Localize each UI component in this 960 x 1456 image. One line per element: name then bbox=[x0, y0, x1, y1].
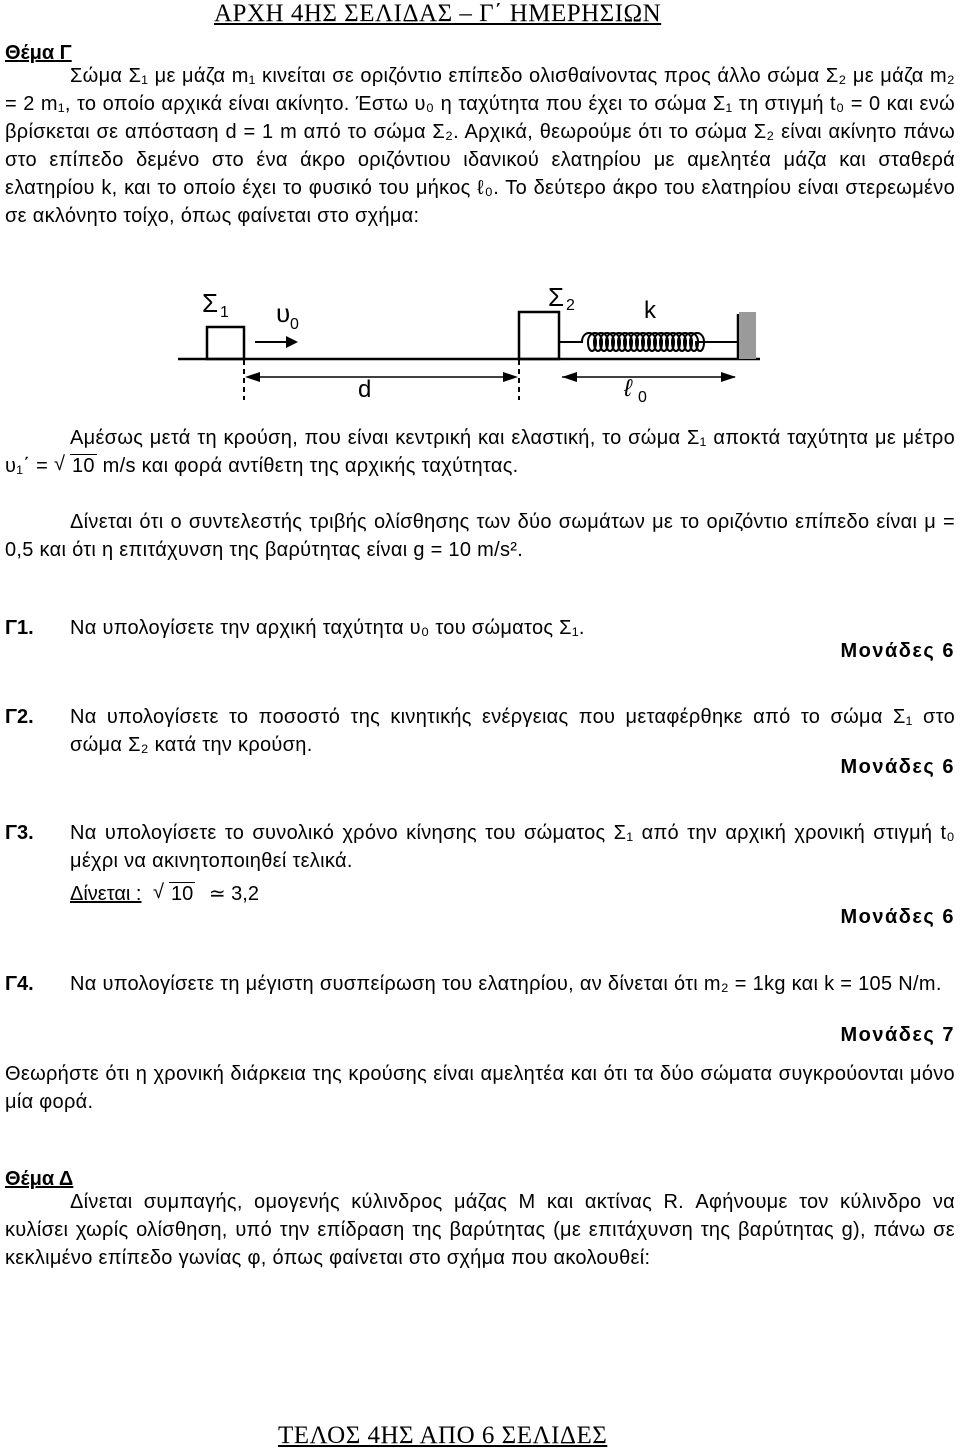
l0-arrow-right-head bbox=[721, 372, 736, 382]
block-sigma1 bbox=[207, 327, 244, 359]
question-g2-points: Μονάδες 6 bbox=[840, 756, 955, 778]
given-text: Δίνεται ότι ο συντελεστής τριβής ολίσθησης των δύο σωμάτων με το οριζόντιο επίπεδο είναι μ = 0,5 και ότι η επιτάχυνση της βαρύτητας είναι g = 10 m/s². bbox=[5, 511, 955, 561]
sigma2-sub: 2 bbox=[566, 297, 575, 314]
question-g2-number: Γ2. bbox=[5, 706, 34, 728]
g3-given-approx: ≃ 3,2 bbox=[208, 883, 259, 905]
velocity-arrow-head bbox=[286, 336, 298, 348]
question-g1-number: Γ1. bbox=[5, 617, 34, 639]
l0-label: ℓ bbox=[624, 375, 632, 402]
sigma1-sub: 1 bbox=[220, 304, 229, 321]
after-collision-text-2: m/s και φορά αντίθετη της αρχικής ταχύτητας. bbox=[102, 455, 519, 477]
page-footer: ΤΕΛΟΣ 4ΗΣ ΑΠΟ 6 ΣΕΛΙΔΕΣ bbox=[278, 1422, 608, 1449]
question-g4-points: Μονάδες 7 bbox=[840, 1024, 955, 1046]
l0-sub: 0 bbox=[638, 389, 647, 406]
u0-label: υ bbox=[276, 298, 291, 328]
question-g4-number: Γ4. bbox=[5, 973, 34, 995]
closing-paragraph: Θεωρήστε ότι η χρονική διάρκεια της κρούσης είναι αμελητέα και ότι τα δύο σώματα συγκρούονται μόνο μία φορά. bbox=[5, 1063, 955, 1113]
sqrt-10: √ 10 bbox=[53, 453, 95, 477]
spring bbox=[559, 333, 738, 351]
given-paragraph bbox=[5, 508, 955, 564]
d-label: d bbox=[358, 376, 372, 403]
question-g3-text: Να υπολογίσετε το συνολικό χρόνο κίνησης του σώματος Σ₁ από την αρχική χρονική στιγμή t₀ μέχρι να ακινητοποιηθεί τελικά. bbox=[70, 822, 955, 872]
sigma1-label: Σ bbox=[202, 288, 219, 318]
wall-hatch bbox=[739, 312, 756, 359]
section-d-intro-text: Δίνεται συμπαγής, ομογενής κύλινδρος μάζας M και ακτίνας R. Αφήνουμε τον κύλινδρο να κυλίσει χωρίς ολίσθηση, υπό την επίδραση της βαρύτητας (με επιτάχυνση της βαρύτητας g), πάνω σε κεκλιμένο επίπεδο γωνίας φ, όπως φαίνεται στο σχήμα που ακολουθεί: bbox=[5, 1191, 955, 1269]
section-g-intro bbox=[5, 62, 955, 230]
question-g4-text: Να υπολογίσετε τη μέγιστη συσπείρωση του ελατηρίου, αν δίνεται ότι m₂ = 1kg και k = 105 N/m. bbox=[70, 973, 942, 995]
u0-sub: 0 bbox=[290, 316, 299, 333]
sigma2-label: Σ bbox=[548, 282, 565, 312]
d-arrow-left-head bbox=[245, 372, 260, 382]
block-sigma2 bbox=[519, 312, 559, 359]
d-arrow-right-head bbox=[503, 372, 518, 382]
question-g2-text: Να υπολογίσετε το ποσοστό της κινητικής ενέργειας που μεταφέρθηκε από το σώμα Σ₁ στο σώμα Σ₂ κατά την κρούση. bbox=[70, 706, 955, 756]
section-g-title: Θέμα Γ bbox=[5, 42, 72, 64]
collision-diagram bbox=[170, 282, 790, 412]
section-d-intro bbox=[5, 1188, 955, 1272]
section-g-intro-text: Σώμα Σ₁ με μάζα m₁ κινείται σε οριζόντιο επίπεδο ολισθαίνοντας προς άλλο σώμα Σ₂ με μάζα m₂ = 2 m₁, το οποίο αρχικά είναι ακίνητο. Έστω υ₀ η ταχύτητα που έχει το σώμα Σ₁ τη στιγμή t₀ = 0 και ενώ βρίσκεται σε απόσταση d = 1 m από το σώμα Σ₂. Αρχικά, θεωρούμε ότι το σώμα Σ₂ είναι ακίνητο πάνω στο επίπεδο δεμένο στο ένα άκρο οριζόντιου ιδανικού ελατηρίου με αμελητέα μάζα και σταθερά ελατηρίου k, και το οποίο έχει το φυσικό του μήκος ℓ₀. Το δεύτερο άκρο του ελατηρίου είναι στερεωμένο σε ακλόνητο τοίχο, όπως φαίνεται στο σχήμα: bbox=[5, 65, 955, 227]
question-g3-number: Γ3. bbox=[5, 822, 34, 844]
l0-arrow-left-head bbox=[562, 372, 577, 382]
after-collision-paragraph bbox=[5, 424, 955, 480]
question-g1-text: Να υπολογίσετε την αρχική ταχύτητα υ₀ του σώματος Σ₁. bbox=[70, 617, 585, 639]
k-label: k bbox=[644, 297, 656, 324]
question-g3-given bbox=[70, 880, 259, 908]
question-g1-points: Μονάδες 6 bbox=[840, 640, 955, 662]
page-header: ΑΡΧΗ 4ΗΣ ΣΕΛΙΔΑΣ – Γ΄ ΗΜΕΡΗΣΙΩΝ bbox=[214, 0, 662, 27]
section-d-title: Θέμα Δ bbox=[5, 1168, 74, 1190]
g3-given-label: Δίνεται : bbox=[70, 883, 142, 905]
g3-sqrt-10: √ 10 bbox=[153, 881, 194, 905]
question-g3-points: Μονάδες 6 bbox=[840, 906, 955, 928]
after-collision-text-1: Αμέσως μετά τη κρούση, που είναι κεντρική και ελαστική, το σώμα Σ₁ αποκτά ταχύτητα με μέτρο υ₁΄ = bbox=[5, 427, 955, 477]
